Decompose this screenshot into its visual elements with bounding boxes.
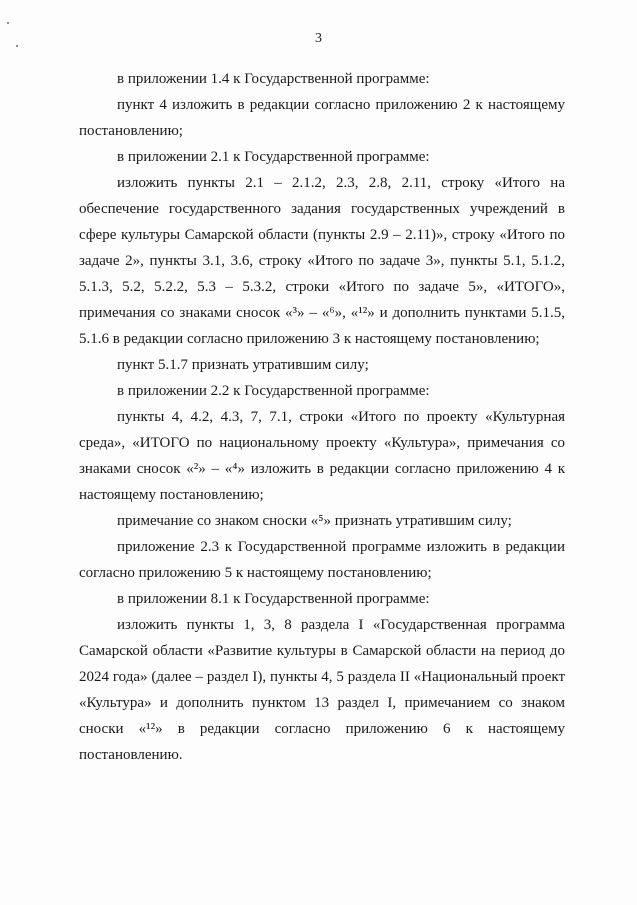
- paragraph: пункт 5.1.7 признать утратившим силу;: [117, 357, 369, 373]
- paragraph: в приложении 2.2 к Государственной программе:: [117, 383, 430, 399]
- document-body: [79, 66, 565, 768]
- paragraph: в приложении 8.1 к Государственной программе:: [117, 591, 430, 607]
- paragraph: примечание со знаком сноски «⁵» признать утратившим силу;: [117, 513, 512, 529]
- paragraph: изложить пункты 2.1 – 2.1.2, 2.3, 2.8, 2.11, строку «Итого на обеспечение государственного задания государственных учреждений в сфере культуры Самарской области (пункты 2.9 – 2.11)», строку «Итого по задаче 2», пункты 3.1, 3.6, строку «Итого по задаче 3», пункты 5.1, 5.1.2, 5.1.3, 5.2, 5.2.2, 5.3 – 5.3.2, строки «Итого по задаче 5», «ИТОГО», примечания со знаками сносок «³» – «⁶», «¹²» и дополнить пунктами 5.1.5, 5.1.6 в редакции согласно приложению 3 к настоящему постановлению;: [79, 175, 565, 347]
- paragraph: пункт 4 изложить в редакции согласно приложению 2 к настоящему постановлению;: [79, 97, 565, 139]
- page-number: 3: [315, 31, 322, 46]
- paragraph: приложение 2.3 к Государственной программе изложить в редакции согласно приложению 5 к настоящему постановлению;: [79, 539, 565, 581]
- paragraph: пункты 4, 4.2, 4.3, 7, 7.1, строки «Итого по проекту «Культурная среда», «ИТОГО по национальному проекту «Культура», примечания со знаками сносок «²» – «⁴» изложить в редакции согласно приложению 4 к настоящему постановлению;: [79, 409, 565, 503]
- paragraph: в приложении 1.4 к Государственной программе:: [117, 71, 430, 87]
- paragraph: изложить пункты 1, 3, 8 раздела I «Государственная программа Самарской области «Развитие культуры в Самарской области на период до 2024 года» (далее – раздел I), пункты 4, 5 раздела II «Национальный проект «Культура» и дополнить пунктом 13 раздел I, примечанием со знаком сноски «¹²» в редакции согласно приложению 6 к настоящему постановлению.: [79, 617, 565, 763]
- scan-speck: [7, 22, 9, 24]
- paragraph: в приложении 2.1 к Государственной программе:: [117, 149, 430, 165]
